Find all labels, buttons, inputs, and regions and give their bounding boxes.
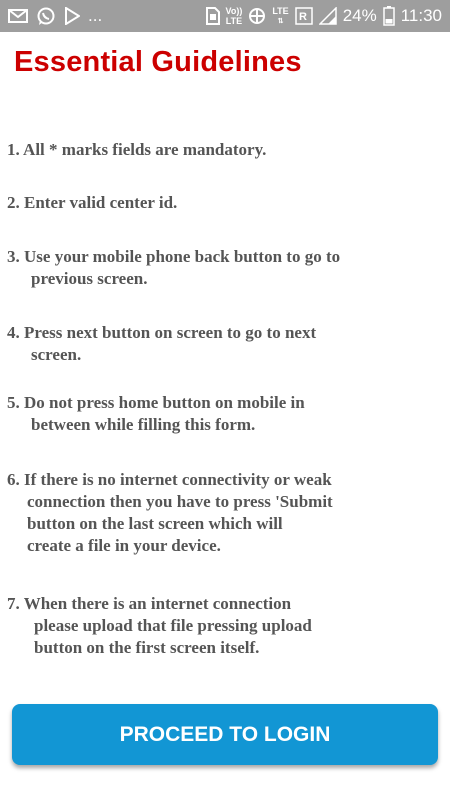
volte-indicator (226, 7, 243, 26)
status-bar-left (8, 5, 102, 27)
lte-label: LTE (272, 5, 289, 16)
more-notifications-text: ... (88, 6, 103, 25)
guideline-1 (7, 139, 266, 161)
guideline-4-line-2: screen. (31, 345, 82, 364)
guideline-7-line-3: button on the first screen itself. (34, 638, 260, 657)
guideline-7-line-2: please upload that file pressing upload (34, 616, 312, 635)
guideline-5-line-2: between while filling this form. (31, 415, 256, 434)
battery-percentage: 24% (342, 6, 377, 25)
signal-strength-icon (319, 7, 337, 25)
play-store-icon (64, 7, 80, 25)
svg-text:R: R (298, 11, 307, 23)
guideline-6-line-2: connection then you have to press 'Submit (27, 492, 333, 511)
status-bar (0, 0, 450, 32)
guideline-6-line-4: create a file in your device. (27, 536, 221, 555)
guideline-1-text: 1. All * marks fields are mandatory. (7, 140, 267, 159)
guideline-4 (7, 322, 316, 366)
guideline-4-line-1: 4. Press next button on screen to go to next (7, 323, 317, 342)
whatsapp-icon (36, 6, 56, 26)
sim-card-icon (206, 7, 220, 25)
volte-lte-label: LTE (225, 15, 243, 26)
guideline-7-line-1: 7. When there is an internet connection (7, 594, 292, 613)
guideline-5-line-1: 5. Do not press home button on mobile in (7, 393, 305, 412)
guideline-5 (7, 392, 305, 436)
proceed-to-login-button[interactable]: PROCEED TO LOGIN (12, 704, 438, 765)
clock: 11:30 (400, 6, 442, 25)
guideline-3 (7, 246, 340, 290)
guideline-6-line-3: button on the last screen which will (27, 514, 283, 533)
guideline-2 (7, 192, 177, 214)
data-saver-icon (248, 7, 266, 25)
lte-indicator (272, 7, 288, 26)
battery-icon (383, 6, 395, 26)
guideline-3-line-2: previous screen. (31, 269, 148, 288)
status-bar-right (206, 5, 442, 27)
roaming-icon (295, 7, 313, 25)
guideline-6 (7, 469, 333, 557)
lte-arrows-icon: ⇅ (277, 17, 284, 25)
page-title: Essential Guidelines (14, 46, 302, 78)
gmail-icon (8, 8, 28, 24)
guideline-2-text: 2. Enter valid center id. (7, 193, 178, 212)
guideline-7 (7, 593, 312, 659)
guideline-3-line-1: 3. Use your mobile phone back button to go to (7, 247, 341, 266)
guideline-6-line-1: 6. If there is no internet connectivity or weak (7, 470, 332, 489)
volte-label: Vo)) (225, 5, 243, 16)
